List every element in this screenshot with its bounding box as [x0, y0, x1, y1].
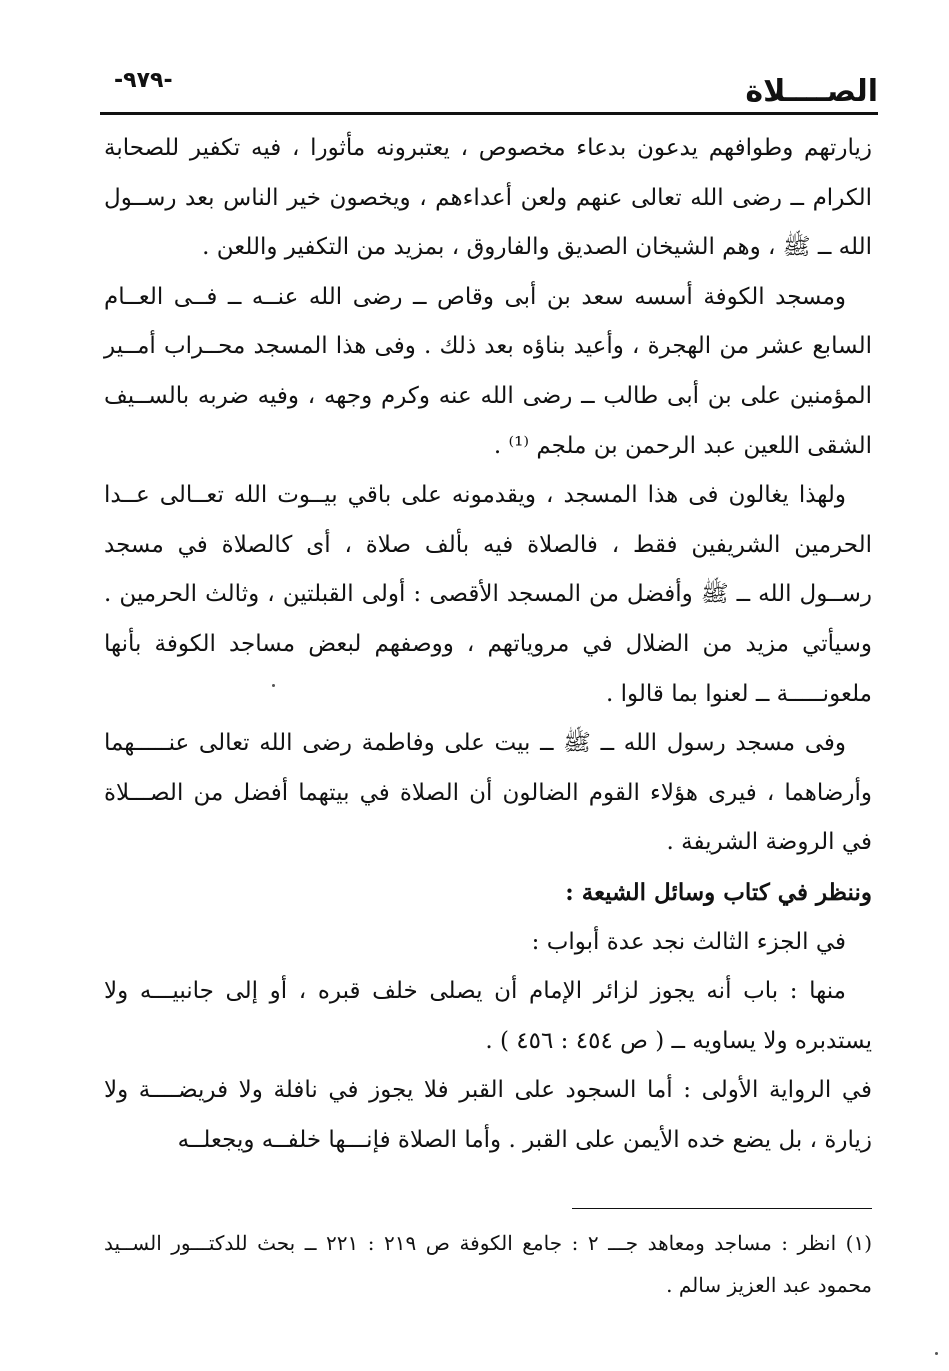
paragraph-7: في الرواية الأولى : أما السجود على القبر فلا يجوز في نافلة ولا فريضــــة ولا زيارة ، بل يضع خده الأيمن على القبر . وأما الصلاة فإنـــها خلفــه ويجعلــه — [104, 1077, 872, 1153]
paragraph-6: منها : باب أنه يجوز لزائر الإمام أن يصلى خلف قبره ، أو إلى جانبيـــه ولا يستدبره ولا يساويه ــ ( ص ٤٥٤ : ٤٥٦ ) . — [104, 978, 872, 1054]
page-header — [100, 62, 878, 112]
body-text — [104, 124, 872, 1165]
paragraph-3: ولهذا يغالون فى هذا المسجد ، ويقدمونه على باقي بيــوت الله تعــالى عــدا الحرمين الشريفين فقط ، فالصلاة فيه بألف صلاة ، أى كالصلاة في مسجد رســول الله ــ ﷺ وأفضل من المسجد الأقصى : أولى القبلتين ، وثالث الحرمين . وسيأتي مزيد من الضلال في مروياتهم ، ووصفهم لبعض مساجد الكوفة بأنها ملعونـــــة ــ لعنوا بما قالوا . — [104, 482, 872, 707]
header-rule — [100, 112, 878, 115]
running-title: الصــــلاة — [745, 74, 878, 109]
section-heading: وننظر في كتاب وسائل الشيعة : — [565, 878, 872, 906]
footnote-1: (١) انظر : مساجد ومعاهد جـــ ٢ : جامع الكوفة ص ٢١٩ : ٢٢١ ــ بحث للدكتـــور الســيد محمود عبد العزيز سالم . — [104, 1231, 873, 1297]
scan-speck — [272, 684, 275, 687]
page-number: -٩٧٩- — [114, 68, 173, 93]
paragraph-2: ومسجد الكوفة أسسه سعد بن أبى وقاص ــ رضى الله عنــه ــ فــى العــام السابع عشر من الهجرة ، وأعيد بناؤه بعد ذلك . وفى هذا المسجد محــراب أمــير المؤمنين على بن أبى طالب ــ رضى الله عنه وكرم وجهه ، وفيه ضربه بالســيف الشقى اللعين عبد الرحمن بن ملجم ⁽¹⁾ . — [104, 283, 872, 459]
paragraph-1: زيارتهم وطوافهم يدعون بدعاء مخصوص ، يعتبرونه مأثورا ، فيه تكفير للصحابة الكرام ــ رضى الله تعالى عنهم ولعن أعداءهم ، ويخصون خير الناس بعد رســول الله ــ ﷺ ، وهم الشيخان الصديق والفاروق ، بمزيد من التكفير واللعن . — [104, 135, 872, 261]
paragraph-4: وفى مسجد رسول الله ــ ﷺ ــ بيت على وفاطمة رضى الله تعالى عنـــــهما وأرضاهما ، فيرى هؤلاء القوم الضالون أن الصلاة في بيتهما أفضل من الصـــلاة في الروضة الشريفة . — [104, 730, 872, 856]
scan-speck — [935, 1352, 938, 1355]
footnotes — [104, 1222, 872, 1306]
paragraph-5: في الجزء الثالث نجد عدة أبواب : — [531, 928, 846, 955]
footnote-rule — [572, 1208, 872, 1209]
